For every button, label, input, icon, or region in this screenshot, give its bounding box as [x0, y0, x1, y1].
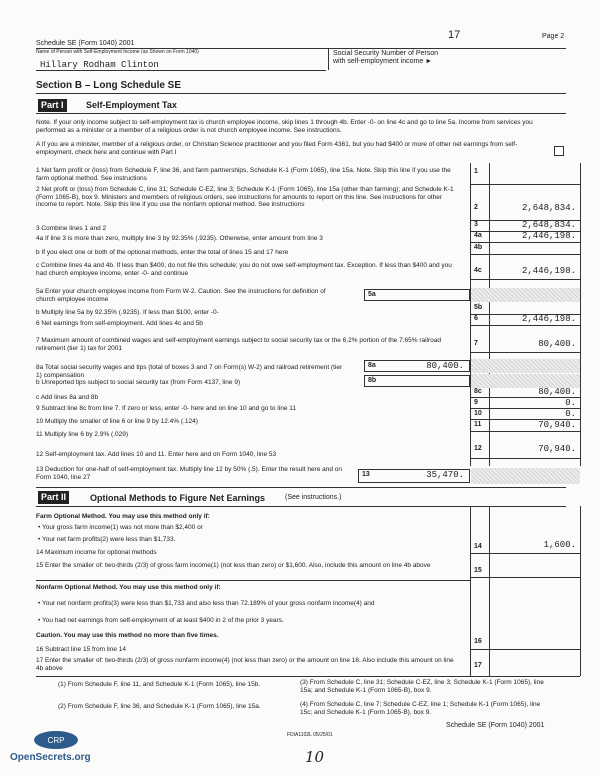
line-11-rule	[470, 431, 580, 432]
line-13-amount: 35,470.	[426, 470, 464, 480]
line-4a-amount: 2,446,198.	[521, 231, 576, 241]
line16-text: 16 Subtract line 15 from line 14	[36, 646, 126, 653]
handwritten-page-number: 10	[305, 748, 325, 766]
tax-form-page: 17 Page 2 Schedule SE (Form 1040) 2001 Name of Person with Self-Employment Income (as Shown on Form 1040) Hillary Rodham Clinton Social Security Number of Person with self-employment income ► Section B – Long Schedule SE Part I Self-Employment Tax Note. If your only income subject to self-employment tax is church employee income, skip lines 1 through 4b. Enter -0- on line 4c and go to line 5a. Income from services you performed as a minister or a member of a religious order is not church employee income. See instructions. A If you are a minister, member of a religious order, or Christian Science practitioner and you filed Form 4361, but you had $400 or more of other net earnings from self-employment, check here and continue with Part I 1 Net farm profit or (loss) from Schedule F, line 36, and farm partnerships, Schedule K-1 (Form 1065), line 15a. Note. Skip this line if you use the farm optional method. See instructions 1 2 Net profit or (loss) from Schedule C, line 31; Schedule C-EZ, line 3; Schedule K-1 (Form 1065), line 15a (other than farming); and Schedule K-1 (Form 1065-B), box 9. Ministers and members of religious orders, see instructions for amounts to report on this line. See instructions for other income to report. Note. Skip this line if you use the nonfarm optional method. See instructions 2 2,648,834. 3 Combine lines 1 and 2 3 2,648,834. 4a If line 3 is more than zero, multiply line 3 by 92.35% (.9235). Otherwise, enter amount from line 3 4a 2,446,198. b If you elect one or both of the optional methods, enter the total of lines 15 and 17 here 4b c Combine lines 4a and 4b. If less than $400, do not file this schedule; you do not owe self-employment tax. Exception. If less than $400 and you had church employee income, enter -0- and continue 4c 2,446,198. 5a Enter your church employee income from Form W-2. Caution. See the instructions for definition of church employee income 5a b Multiply line 5a by 92.35% (.9235). If less than $100, enter -0- 5b 6 Net earnings from self-employment. Add lines 4c and 5b 6 2,446,198. 7 Maximum amount of combined wages and self-employment earnings subject to social security tax or the 6.2% portion of the 7.65% railroad retirement (tier 1) tax for 2001 7 80,400. 8a Total social security wages and tips (total of boxes 3 and 7 on Form(s) W-2) and railroad retirement (tier 1) compensation 8a 80,400. b Unreported tips subject to social security tax (from Form 4137, line 9) 8b c Add lines 8a and 8b 8c 80,400. 9 Subtract line 8c from line 7. If zero or less, enter -0- here and on line 10 and go to line 11 9 0. 10 Multiply the smaller of line 6 or line 9 by 12.4% (.124) 10 0. 11 Multiply line 6 by 2.9% (.029) 11 70,940. 12 Self-employment tax. Add lines 10 and 11. Enter here and on Form 1040, line 53 12 70,940. 13 Deduction for one-half of self-employment tax. Multiply line 12 by 50% (.5). Enter the result here and on Form 1040, line 27 13 35,470. Part II Optional Methods to Figure Net Earnings (See instructions.) Farm Optional Method. You may use this method only if: • Your gross farm income(1) was not more than $2,400 or • Your net farm profits(2) were less than $1,733. 14 Maximum income for optional methods 14 1,600. 15 Enter the smaller of: two-thirds (2/3) of gross farm income(1) (not less than zero) or $1,600. Also, include this amount on line 4b above 15 Nonfarm Optional Method. You may use this method only if: • Your net nonfarm profits(3) were less than $1,733 and also less than 72.189% of your gross nonfarm income(4) and • You had net earnings from self-employment of at least $400 in 2 of the prior 3 years. Caution. You may use this method no more than five times. 16 Subtract line 15 from line 14 16 17 Enter the smaller of: two-thirds (2/3) of gross nonfarm income(4) (not less than zero) or the amount on line 16. Also include this amount on line 4b above 17 (1) From Schedule F, line 11, and Schedule K-1 (Form 1065), line 15b. (2) From Schedule F, line 36, and Schedule K-1 (Form 1065), line 15a. (3) From Schedule C, line 31; Schedule C-EZ, line 3; Schedule K-1 (Form 1065), line 15a; and Schedule K-1 (Form 1065-B), box 9. (4) From Schedule C, line 7; Schedule C-EZ, line 1; Schedule K-1 (Form 1065), line 15c; and Schedule K-1 (Form 1065-B), box 9. Schedule SE (Form 1040) 2001 FDIA1102L 05/25/01 10 CRP OpenSecrets.org	[0, 0, 600, 776]
line-5a-shaded-cell	[471, 288, 580, 302]
line-8a-box-number: 8a	[368, 362, 376, 369]
footnote-2: (2) From Schedule F, line 36, and Schedule K-1 (Form 1065), line 15a.	[58, 703, 261, 710]
line-4c-box-number: 4c	[474, 267, 482, 274]
line-3-box-number: 3	[474, 221, 478, 228]
farm-bullet-1: • Your gross farm income(1) was not more than $2,400 or	[38, 524, 203, 531]
footnote-1: (1) From Schedule F, line 11, and Schedule K-1 (Form 1065), line 15b.	[58, 681, 261, 688]
footnote-4: (4) From Schedule C, line 7; Schedule C-EZ, line 1; Schedule K-1 (Form 1065), line 15c; and Schedule K-1 (Form 1065-B), box 9.	[300, 701, 541, 716]
line-5a-inner-box	[364, 289, 470, 301]
line-11-amount: 70,940.	[538, 420, 576, 430]
line-4a-text: 4a If line 3 is more than zero, multiply line 3 by 92.35% (.9235). Otherwise, enter amount from line 3	[36, 235, 323, 242]
line-11-text: 11 Multiply line 6 by 2.9% (.029)	[36, 431, 129, 438]
page-label: Page 2	[542, 33, 565, 40]
line-5b-text: b Multiply line 5a by 92.35% (.9235). If less than $100, enter -0-	[36, 309, 219, 316]
line-13-shaded-cell	[471, 468, 580, 484]
line-12-text: 12 Self-employment tax. Add lines 10 and 11. Enter here and on Form 1040, line 53	[36, 451, 277, 458]
line-2-amount: 2,648,834.	[521, 203, 576, 213]
part1-tag: Part I	[38, 99, 67, 112]
line-4b-rule	[470, 254, 580, 255]
line-8a-amount: 80,400.	[426, 361, 464, 371]
nonfarm-bullet-1: • Your net nonfarm profits(3) were less than $1,733 and also less than 72.189% of your gross nonfarm income(4) and	[38, 600, 375, 607]
svg-text:CRP: CRP	[47, 736, 65, 745]
form-footer: Schedule SE (Form 1040) 2001	[446, 722, 545, 729]
line-12-amount: 70,940.	[538, 444, 576, 454]
ssn-label-1: Social Security Number of Person	[333, 50, 439, 57]
line-4b-box-number: 4b	[474, 244, 483, 251]
line-1-text: 1 Net farm profit or (loss) from Schedule F, line 36, and farm partnerships, Schedule K-1 (Form 1065), line 15a. Note. Skip this line if you use the farm optional method. See instructions	[36, 167, 451, 182]
line-5a-box-number: 5a	[368, 291, 376, 298]
part2-title-note: (See instructions.)	[285, 494, 342, 501]
line-13-box-number: 13	[362, 471, 370, 478]
nonfarm-bullet-2: • You had net earnings from self-employment of at least $400 in 2 of the prior 3 years.	[38, 617, 284, 624]
part2-title: Optional Methods to Figure Net Earnings	[90, 493, 266, 503]
line-4a-rule	[470, 242, 580, 243]
line-7-amount: 80,400.	[538, 339, 576, 349]
line-6-rule	[470, 325, 580, 326]
line-6-amount: 2,446,198.	[521, 314, 576, 324]
line-6-box-number: 6	[474, 315, 478, 322]
line-4a-box-number: 4a	[474, 232, 482, 239]
nonfarm-heading: Nonfarm Optional Method. You may use this method only if:	[36, 584, 221, 591]
line-2-box-number: 2	[474, 204, 478, 211]
part2-tag: Part II	[38, 491, 69, 504]
part1-note: Note. If your only income subject to self-employment tax is church employee income, skip lines 1 through 4b. Enter -0- on line 4c and go to line 5a. Income from services you performed as a minister or a member of a religious order is not church employee income. See instructions.	[36, 119, 533, 134]
line-6-text: 6 Net earnings from self-employment. Add lines 4c and 5b	[36, 320, 203, 327]
line-3-amount: 2,648,834.	[521, 220, 576, 230]
line-9-amount: 0.	[565, 398, 576, 408]
minister-checkbox[interactable]	[554, 146, 564, 156]
line-7-rule	[470, 352, 580, 353]
caution-text: Caution. You may use this method no more than five times.	[36, 632, 219, 639]
opensecrets-logo	[32, 730, 80, 750]
line-13-text: 13 Deduction for one-half of self-employment tax. Multiply line 12 by 50% (.5). Enter the result here and on Form 1040, line 27	[36, 466, 343, 481]
line17-text: 17 Enter the smaller of: two-thirds (2/3) of gross nonfarm income(4) (not less than zero) or the amount on line 16. Also include this amount on line 4b above	[36, 657, 454, 672]
line-5a-text: 5a Enter your church employee income from Form W-2. Caution. See the instructions for definition of church employee income	[36, 288, 326, 303]
line-9-text: 9 Subtract line 8c from line 7. If zero or less, enter -0- here and on line 10 and go to line 11	[36, 405, 297, 412]
line-4c-rule	[470, 279, 580, 280]
line-7-text: 7 Maximum amount of combined wages and self-employment earnings subject to social security tax or the 6.2% portion of the 7.65% railroad retirement (tier 1) tax for 2001	[36, 337, 442, 352]
form-title: Schedule SE (Form 1040) 2001	[36, 40, 135, 47]
line-1-box-number: 1	[474, 168, 478, 175]
line-8a-shaded-cell	[471, 359, 580, 373]
line14-amount: 1,600.	[543, 540, 576, 550]
line-9-box-number: 9	[474, 399, 478, 406]
part1-title: Self-Employment Tax	[86, 100, 177, 110]
line-7-box-number: 7	[474, 340, 478, 347]
line-1-rule	[470, 184, 580, 185]
line15-text: 15 Enter the smaller of: two-thirds (2/3) of gross farm income(1) (not less than zero) or $1,600. Also, include this amount on line 4b above	[36, 562, 431, 569]
line-10-box-number: 10	[474, 410, 482, 417]
line-8b-shaded-cell	[471, 374, 580, 388]
line-10-amount: 0.	[565, 409, 576, 419]
name-label: Name of Person with Self-Employment Income (as Shown on Form 1040)	[36, 49, 199, 55]
line14-text: 14 Maximum income for optional methods	[36, 549, 157, 556]
line-3-text: 3 Combine lines 1 and 2	[36, 225, 107, 232]
line-11-box-number: 11	[474, 421, 482, 428]
line-8b-inner-box	[364, 375, 470, 387]
taxpayer-name: Hillary Rodham Clinton	[40, 60, 159, 70]
line-8c-amount: 80,400.	[538, 387, 576, 397]
footnote-3: (3) From Schedule C, line 31; Schedule C-EZ, line 3; Schedule K-1 (Form 1065), line 15a; and Schedule K-1 (Form 1065-B), box 9.	[300, 679, 544, 694]
line-8c-text: c Add lines 8a and 8b	[36, 394, 99, 401]
line-4c-amount: 2,446,198.	[521, 266, 576, 276]
form-code: FDIA1102L 05/25/01	[287, 732, 333, 738]
line-8a-text: 8a Total social security wages and tips (total of boxes 3 and 7 on Form(s) W-2) and railroad retirement (tier 1) compensation	[36, 364, 343, 379]
farm-heading: Farm Optional Method. You may use this method only if:	[36, 513, 210, 520]
line-4b-text: b If you elect one or both of the optional methods, enter the total of lines 15 and 17 here	[36, 249, 289, 256]
line-12-rule	[470, 458, 580, 459]
page-marker: 17	[448, 29, 461, 41]
line-a: A If you are a minister, member of a religious order, or Christian Science practitioner and you filed Form 4361, but you had $400 or more of other net earnings from self-employment, check here and continue with Part I	[36, 141, 518, 156]
ssn-label-2: with self-employment income ►	[333, 58, 433, 65]
farm-bullet-2: • Your net farm profits(2) were less than $1,733.	[38, 536, 176, 543]
line-4c-text: c Combine lines 4a and 4b. If less than $400, do not file this schedule; you do not owe self-employment tax. Exception. If less than $400 and you had church employee income, enter -0- and continue	[36, 262, 452, 277]
line-2-text: 2 Net profit or (loss) from Schedule C, line 31; Schedule C-EZ, line 3; Schedule K-1 (Form 1065), line 15a (other than farming); and Schedule K-1 (Form 1065-B), box 9. Ministers and members of religious orders, see instructions for amounts to report on this line. See instructions for other income to report. Note. Skip this line if you use the nonfarm optional method. See instructions	[36, 186, 454, 208]
line-8c-box-number: 8c	[474, 388, 482, 395]
line-12-box-number: 12	[474, 445, 482, 452]
watermark-text: OpenSecrets.org	[10, 752, 91, 763]
line-10-text: 10 Multiply the smaller of line 6 or line 9 by 12.4% (.124)	[36, 418, 198, 425]
section-b-title: Section B – Long Schedule SE	[36, 80, 182, 91]
line-8b-text: b Unreported tips subject to social security tax (from Form 4137, line 9)	[36, 379, 241, 386]
line-5b-box-number: 5b	[474, 304, 483, 311]
line-8b-box-number: 8b	[368, 377, 377, 384]
